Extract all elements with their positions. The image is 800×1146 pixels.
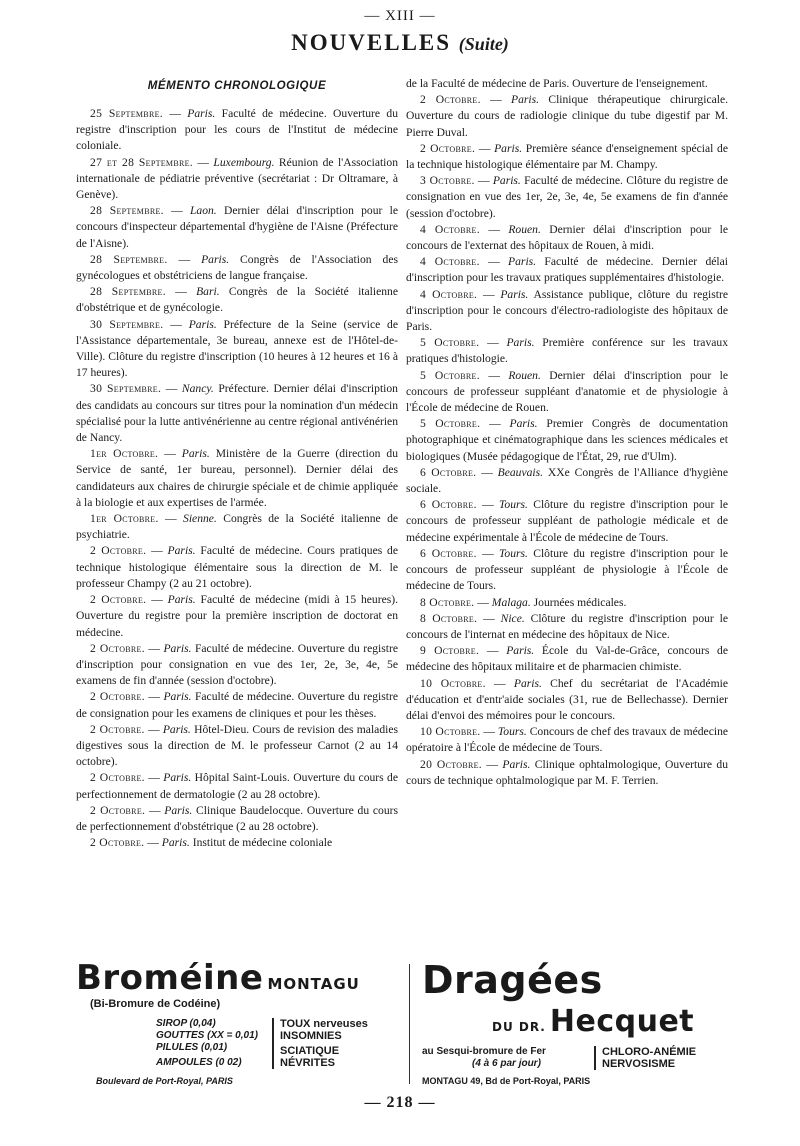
entry-body: Journées médicales. bbox=[530, 595, 627, 609]
entry-body: Premier Congrès de documentation photographique et cinématographique dans les sciences médicales et biologiques (Musée pédagogique de l'État, 29, rue d'Ulm). bbox=[406, 417, 729, 463]
left-column bbox=[76, 76, 398, 851]
entry-date: 5 Octobre. bbox=[420, 336, 480, 350]
entry-place: Laon. bbox=[189, 204, 217, 218]
entry-place: Paris. bbox=[162, 722, 191, 736]
entry-date: 27 et 28 Septembre. bbox=[90, 155, 194, 169]
entry-body: Clôture du registre d'inscription pour le concours de professeur suppléant de pathologie médicale et de médecine expérimentale à l'École de médecine de Tours. bbox=[406, 498, 728, 544]
page-number: — 218 — bbox=[364, 1094, 436, 1111]
hecquet-composition: au Sesqui-bromure de Fer bbox=[422, 1046, 546, 1057]
memento-entry bbox=[406, 287, 728, 336]
memento-entry bbox=[76, 284, 398, 316]
entry-body: Faculté de médecine. Ouverture du registre de consignation pour les examens de cliniques et pour les thèses. bbox=[76, 690, 398, 720]
entry-date: 6 Octobre. bbox=[420, 498, 477, 512]
entry-body: Préfecture de la Seine (service de l'Assistance départementale, 3e bureau, annexe est de l'Hôtel-de-Ville). Clôture du registre d'inscription (10 heures à 12 heures et 16 à 17 heures). bbox=[76, 317, 398, 380]
entry-date: 2 Octobre. bbox=[420, 141, 476, 155]
entry-date: 28 Septembre. bbox=[90, 285, 166, 299]
ad-divider bbox=[409, 964, 410, 1084]
entry-dash: — bbox=[144, 641, 164, 655]
hecquet-prefix: DU DR. bbox=[492, 1020, 546, 1034]
entry-date: 30 Septembre. bbox=[90, 317, 164, 331]
entry-date: 5 Octobre. bbox=[420, 368, 480, 382]
entry-dash: — bbox=[477, 611, 501, 625]
entry-body: Congrès de la Société italienne de psychiatrie. bbox=[76, 512, 399, 542]
entry-place: Tours. bbox=[499, 546, 528, 560]
memento-entry bbox=[406, 546, 728, 595]
memento-entry bbox=[76, 155, 398, 204]
entry-date: 20 Octobre. bbox=[420, 757, 482, 771]
headline-subtitle: (Suite) bbox=[458, 34, 509, 54]
memento-entry bbox=[76, 317, 398, 382]
entry-body: Clinique thérapeutique chirurgicale. Ouverture du cours de radiologie clinique du tube digestif par M. Pierre Duval. bbox=[406, 93, 729, 139]
entry-date: 8 Octobre. bbox=[420, 595, 475, 609]
entry-dash: — bbox=[158, 447, 182, 461]
entry-body: Faculté de médecine. Ouverture du registre d'inscription pour les cours de l'Institut de médecine coloniale. bbox=[76, 107, 398, 153]
entry-body: Hôtel-Dieu. Cours de revision des maladies digestives sous la direction de M. le professeur Carnot (2 au 14 octobre). bbox=[76, 722, 398, 769]
memento-entry bbox=[406, 222, 728, 254]
entry-body: Clôture du registre d'inscription pour le concours de professeur suppléant de physiologie à l'École de médecine de Tours. bbox=[406, 546, 728, 593]
entry-date: 2 Octobre. bbox=[90, 803, 146, 817]
hecquet-composition-block bbox=[422, 1046, 546, 1070]
entry-dash: — bbox=[161, 382, 182, 396]
entry-place: Paris. bbox=[508, 255, 537, 269]
entry-dash: — bbox=[476, 546, 500, 560]
entry-place: Luxembourg. bbox=[213, 155, 275, 169]
indication-chloro-anemie: CHLORO-ANÉMIE bbox=[602, 1046, 697, 1058]
section-title: MÉMENTO CHRONOLOGIQUE bbox=[147, 80, 327, 92]
entry-dash: — bbox=[481, 757, 503, 771]
entry-place: Paris. bbox=[163, 641, 192, 655]
memento-entry bbox=[76, 835, 398, 851]
entry-place: Paris. bbox=[511, 93, 540, 107]
entry-dash: — bbox=[146, 544, 168, 558]
entry-dash: — bbox=[480, 725, 498, 739]
entry-place: Nice. bbox=[500, 611, 525, 625]
entry-dash: — bbox=[162, 107, 188, 120]
entry-dash: — bbox=[158, 512, 184, 526]
entry-place: Paris. bbox=[167, 593, 196, 607]
hecquet-dose: (4 à 6 par jour) bbox=[472, 1058, 541, 1069]
bromeine-address: Boulevard de Port-Royal, PARIS bbox=[96, 1076, 233, 1086]
entry-body: Hôpital Saint-Louis. Ouverture du cours de perfectionnement de dermatologie (2 au 28 octobre). bbox=[76, 771, 398, 801]
memento-entry bbox=[406, 368, 728, 417]
headline-title: NOUVELLES bbox=[291, 30, 452, 55]
entry-dash: — bbox=[167, 252, 202, 266]
hecquet-brand: Dragées bbox=[422, 958, 603, 1002]
memento-entry bbox=[406, 643, 728, 675]
memento-entry bbox=[76, 770, 398, 802]
entry-body: Préfecture. Dernier délai d'inscription des candidats au concours sur titres pour la nomination d'un médecin spécialisé pour la lutte antivénérienne au centre régional antivénérien de Nancy. bbox=[76, 382, 398, 445]
entry-dash: — bbox=[193, 155, 214, 169]
entry-date: 28 Septembre. bbox=[90, 252, 168, 266]
left-entries bbox=[76, 106, 398, 851]
memento-entry bbox=[406, 757, 728, 789]
entry-place: Paris. bbox=[163, 690, 192, 704]
memento-entry bbox=[406, 611, 728, 643]
entry-place: Paris. bbox=[506, 336, 535, 350]
entry-date: 2 Octobre. bbox=[90, 641, 145, 655]
entry-dash: — bbox=[480, 417, 510, 431]
entry-place: Paris. bbox=[187, 107, 216, 120]
entry-dash: — bbox=[146, 593, 168, 607]
entry-place: Paris. bbox=[201, 252, 230, 266]
indication-nervosisme: NERVOSISME bbox=[602, 1058, 676, 1070]
memento-entry bbox=[406, 173, 728, 222]
entry-body: Première séance d'enseignement spécial de la technique histologique élémentaire par M. Champy. bbox=[406, 141, 728, 172]
memento-entry bbox=[76, 106, 398, 155]
entry-dash: — bbox=[144, 722, 163, 736]
entry-place: Malaga. bbox=[491, 595, 531, 609]
entry-dash: — bbox=[479, 368, 509, 382]
entry-body: Concours de chef des travaux de médecine opératoire à l'École de médecine de Tours. bbox=[406, 725, 729, 755]
indication-insomnies: INSOMNIES bbox=[280, 1030, 342, 1042]
entry-place: Paris. bbox=[506, 644, 535, 658]
bromeine-ampoules: AMPOULES (0 02) bbox=[156, 1057, 242, 1068]
memento-entry bbox=[406, 724, 728, 756]
bromeine-tagline: (Bi-Bromure de Codéine) bbox=[90, 998, 221, 1010]
entry-body: Faculté de médecine. Dernier délai d'inscription pour les travaux pratiques supplémentaires d'histologie. bbox=[406, 255, 728, 285]
hecquet-name: Hecquet bbox=[549, 1004, 695, 1039]
entry-body: Faculté de médecine. Cours pratiques de technique histologique élémentaire sous la direction de M. le professeur Champy (2 au 21 octobre). bbox=[76, 544, 399, 590]
entry-body: Dernier délai d'inscription pour le concours de professeur suppléant d'anatomie et de physiologie à l'École de médecine de Rouen. bbox=[406, 368, 728, 415]
bromeine-ad bbox=[76, 960, 396, 1090]
entry-dash: — bbox=[485, 676, 514, 690]
entry-dash: — bbox=[480, 93, 511, 107]
advertisements bbox=[76, 960, 736, 1090]
entry-dash: — bbox=[476, 498, 500, 512]
memento-entry bbox=[406, 595, 728, 611]
continuation-text: de la Faculté de médecine de Paris. Ouverture de l'enseignement. bbox=[406, 77, 708, 90]
entry-date: 4 Octobre. bbox=[420, 255, 480, 269]
entry-dash: — bbox=[479, 644, 507, 658]
entry-body: Clôture du registre d'inscription pour le concours de l'internat en médecine des hôpitaux de Nice. bbox=[406, 611, 728, 641]
entry-date: 4 Octobre. bbox=[420, 222, 480, 236]
entry-place: Beauvais. bbox=[497, 465, 544, 479]
entry-date: 2 Octobre. bbox=[90, 836, 145, 850]
memento-entry bbox=[406, 676, 728, 725]
entry-dash: — bbox=[474, 595, 492, 609]
memento-entry bbox=[76, 203, 398, 252]
memento-entry bbox=[76, 722, 398, 771]
right-entries bbox=[406, 92, 728, 789]
memento-entry bbox=[406, 416, 728, 465]
entry-date: 1er Octobre. bbox=[90, 512, 159, 526]
bromeine-form-gouttes: GOUTTES (XX = 0,01) bbox=[156, 1030, 258, 1041]
bromeine-brand: Broméine bbox=[76, 958, 264, 998]
entry-body: Chef du secrétariat de l'Académie d'éducation et d'entr'aide sociales (31, rue de Bellechasse). Dernier délai d'envoi des mémoires pour le concours. bbox=[406, 676, 729, 722]
entry-place: Sienne. bbox=[183, 512, 217, 526]
indication-sciatique: SCIATIQUE bbox=[280, 1045, 340, 1057]
hecquet-ad bbox=[422, 960, 736, 1090]
entry-place: Paris. bbox=[164, 803, 193, 817]
entry-date: 2 Octobre. bbox=[90, 722, 145, 736]
entry-body: École du Val-de-Grâce, concours de médecine des hôpitaux militaire et de pharmacien chimiste. bbox=[406, 644, 728, 674]
entry-body: Réunion de l'Association internationale de pédiatrie préventive (secrétariat : Dr Oltramare, à Genève). bbox=[76, 155, 399, 202]
bromeine-maker: MONTAGU bbox=[267, 975, 360, 993]
entry-body: Dernier délai d'inscription pour le concours de l'externat des hôpitaux de Rouen, à midi. bbox=[406, 222, 728, 253]
memento-entry bbox=[76, 641, 398, 690]
entry-body: Faculté de médecine (midi à 15 heures). Ouverture du registre pour la première inscription de doctorat en médecine. bbox=[76, 593, 398, 639]
entry-dash: — bbox=[144, 690, 164, 704]
entry-place: Rouen. bbox=[508, 222, 541, 236]
entry-place: Paris. bbox=[167, 544, 196, 558]
entry-body: Dernier délai d'inscription pour le concours d'inspecteur départemental d'hygiène de l'Aisne (Préfecture de l'Aisne). bbox=[76, 204, 398, 250]
entry-place: Paris. bbox=[161, 836, 190, 850]
entry-dash: — bbox=[163, 204, 190, 218]
entry-date: 5 Octobre. bbox=[420, 417, 481, 431]
entry-body: Assistance publique, clôture du registre d'inscription pour le concours d'électro-radiologiste des hôpitaux de Paris. bbox=[406, 287, 728, 334]
entry-place: Bari. bbox=[196, 285, 220, 299]
entry-place: Tours. bbox=[497, 725, 527, 739]
entry-date: 6 Octobre. bbox=[420, 465, 477, 479]
entry-place: Paris. bbox=[494, 141, 523, 155]
entry-body: Première conférence sur les travaux pratiques d'histologie. bbox=[406, 336, 728, 366]
entry-dash: — bbox=[163, 317, 189, 331]
entry-place: Paris. bbox=[163, 771, 192, 785]
entry-place: Paris. bbox=[188, 317, 217, 331]
memento-entry bbox=[76, 511, 398, 543]
entry-body: XXe Congrès de l'Alliance d'hygiène sociale. bbox=[406, 465, 728, 496]
memento-entry bbox=[76, 803, 398, 835]
entry-place: Paris. bbox=[502, 757, 531, 771]
entry-body: Clinique ophtalmologique, Ouverture du cours de technique ophtalmologique par M. F. Terrien. bbox=[406, 757, 728, 787]
entry-date: 9 Octobre. bbox=[420, 644, 480, 658]
entry-dash: — bbox=[479, 336, 507, 350]
entry-date: 1er Octobre. bbox=[90, 447, 159, 461]
memento-entry bbox=[76, 543, 398, 592]
entry-place: Paris. bbox=[181, 447, 210, 461]
entry-dash: — bbox=[479, 222, 509, 236]
entry-dash: — bbox=[144, 771, 164, 785]
entry-date: 4 Octobre. bbox=[420, 287, 478, 301]
entry-date: 8 Octobre. bbox=[420, 611, 478, 625]
memento-entry bbox=[76, 381, 398, 446]
memento-entry bbox=[76, 446, 398, 511]
indication-nevrites: NÉVRITES bbox=[280, 1057, 336, 1069]
entry-body: Ministère de la Guerre (direction du Service de santé, 1er bureau, personnel). Dernier délai des candidateurs aux chaires de chirurgie spéciale et de chimie appliquée à la biologie et aux expertises de l'armée. bbox=[76, 447, 399, 509]
memento-entry bbox=[76, 689, 398, 721]
entry-place: Paris. bbox=[509, 417, 538, 431]
right-column bbox=[406, 76, 728, 789]
entry-date: 2 Octobre. bbox=[90, 690, 145, 704]
entry-date: 28 Septembre. bbox=[90, 204, 164, 218]
bromeine-indications bbox=[272, 1018, 368, 1069]
entry-dash: — bbox=[475, 141, 495, 155]
memento-entry bbox=[406, 335, 728, 367]
entry-date: 2 Octobre. bbox=[420, 93, 481, 107]
entry-dash: — bbox=[479, 255, 509, 269]
entry-date: 30 Septembre. bbox=[90, 382, 162, 396]
memento-entry bbox=[76, 592, 398, 641]
entry-place: Rouen. bbox=[508, 368, 541, 382]
entry-place: Tours. bbox=[499, 498, 528, 512]
entry-dash: — bbox=[474, 174, 493, 188]
hecquet-address: MONTAGU 49, Bd de Port-Royal, PARIS bbox=[422, 1076, 591, 1086]
entry-body: Congrès de l'Association des gynécologues et obstétriciens de langue française. bbox=[76, 252, 398, 283]
entry-dash: — bbox=[165, 285, 197, 299]
entry-body: Institut de médecine coloniale bbox=[189, 836, 333, 850]
entry-body: Congrès de la Société italienne d'obstétrique et de gynécologie. bbox=[76, 285, 399, 315]
page-headline bbox=[0, 30, 800, 56]
bromeine-form-sirop: SIROP (0,04) bbox=[156, 1018, 216, 1029]
memento-entry bbox=[406, 141, 728, 173]
entry-date: 3 Octobre. bbox=[420, 174, 475, 188]
memento-entry bbox=[406, 465, 728, 497]
bromeine-form-pilules: PILULES (0,01) bbox=[156, 1042, 228, 1053]
entry-date: 10 Octobre. bbox=[420, 676, 486, 690]
bromeine-forms bbox=[156, 1018, 258, 1069]
memento-entry bbox=[406, 92, 728, 141]
memento-entry bbox=[406, 497, 728, 546]
entry-dash: — bbox=[144, 836, 162, 850]
entry-date: 10 Octobre. bbox=[420, 725, 481, 739]
entry-place: Nancy. bbox=[181, 382, 214, 396]
memento-entry bbox=[406, 254, 728, 286]
indication-toux: TOUX nerveuses bbox=[280, 1018, 368, 1030]
hecquet-indications bbox=[594, 1046, 696, 1070]
entry-date: 25 Septembre. bbox=[90, 107, 163, 120]
roman-folio: — XIII — bbox=[364, 8, 436, 24]
entry-place: Paris. bbox=[500, 287, 529, 301]
entry-dash: — bbox=[476, 465, 498, 479]
entry-body: Faculté de médecine. Ouverture du registre d'inscription pour consignation en vue des 1er, 2e, 3e, 4e, 5e examens de fin d'année (session d'octobre). bbox=[76, 641, 398, 688]
entry-body: Faculté de médecine. Clôture du registre de consignation en vue des 1er, 2e, 3e, 4e, 5e examens de fin d'année (session d'octobre). bbox=[406, 174, 728, 220]
entry-dash: — bbox=[477, 287, 501, 301]
entry-date: 2 Octobre. bbox=[90, 771, 145, 785]
entry-date: 2 Octobre. bbox=[90, 593, 147, 607]
entry-place: Paris. bbox=[492, 174, 521, 188]
memento-entry bbox=[76, 252, 398, 284]
entry-date: 2 Octobre. bbox=[90, 544, 147, 558]
entry-date: 6 Octobre. bbox=[420, 546, 477, 560]
entry-place: Paris. bbox=[513, 676, 542, 690]
entry-body: Clinique Baudelocque. Ouverture du cours de perfectionnement d'obstétrique (2 au 28 octobre). bbox=[76, 803, 398, 833]
entry-dash: — bbox=[145, 803, 165, 817]
